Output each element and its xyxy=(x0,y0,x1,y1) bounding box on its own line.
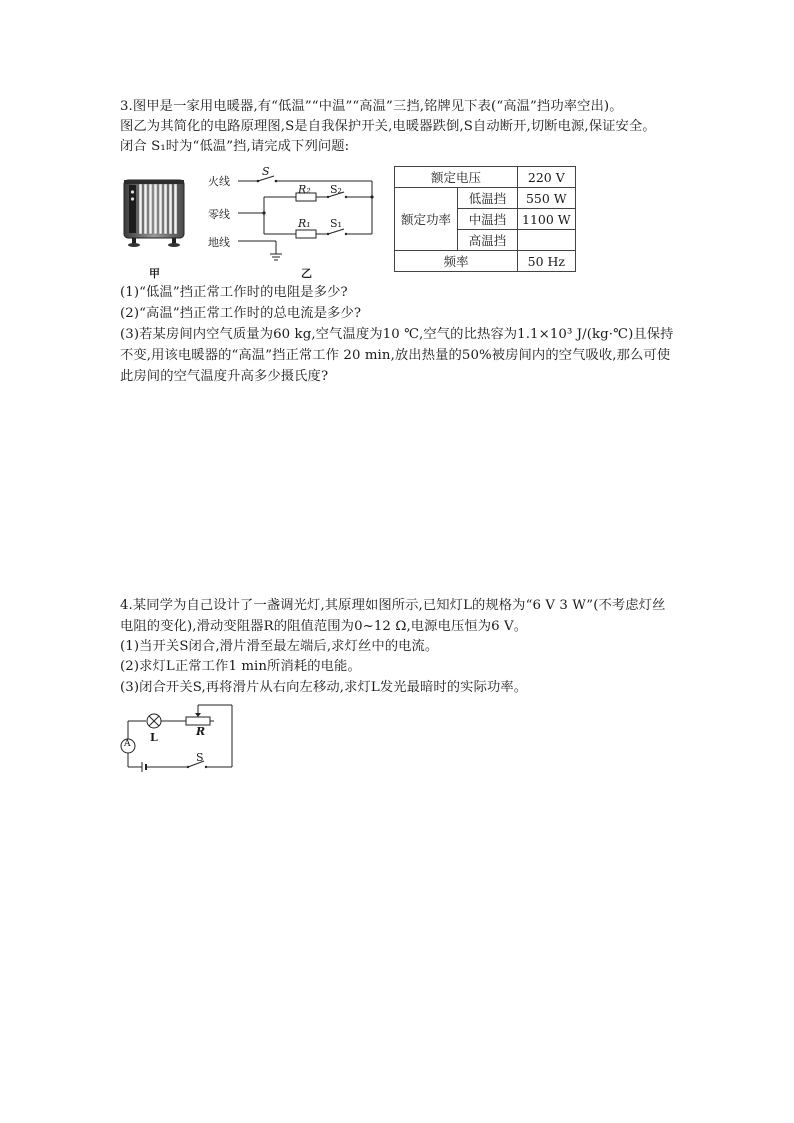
switch-label: S xyxy=(196,751,204,764)
q3-question-2: (2)“高温”挡正常工作时的总电流是多少? xyxy=(120,306,362,321)
rated-power-label: 额定功率 xyxy=(395,188,458,251)
switch-s1-label: S₁ xyxy=(330,217,342,230)
mid-gear-label: 中温挡 xyxy=(458,209,518,230)
q4-question-3: (3)闭合开关S,再将滑片从右向左移动,求灯L发光最暗时的实际功率。 xyxy=(120,680,528,695)
q4-question-2: (2)求灯L正常工作1 min所消耗的电能。 xyxy=(120,659,361,674)
q4-stem-line-2: 电阻的变化),滑动变阻器R的阻值范围为0~12 Ω,电源电压恒为6 V。 xyxy=(120,619,528,634)
rated-voltage-value: 220 V xyxy=(518,167,576,188)
q3-stem-line-1: 3.图甲是一家用电暖器,有“低温”“中温”“高温”三挡,铭牌见下表(“高温”挡功率空出)。 xyxy=(120,99,623,114)
lamp-label: L xyxy=(150,731,158,744)
low-gear-value: 550 W xyxy=(518,188,576,209)
figure-a-caption: 甲 xyxy=(149,267,160,280)
rheostat-label: R xyxy=(196,725,206,738)
resistor-r1-label: R₁ xyxy=(298,217,311,230)
q3-question-3-line-3: 此房间的空气温度升高多少摄氏度? xyxy=(120,369,329,384)
high-gear-label: 高温挡 xyxy=(458,230,518,251)
switch-s2-label: S₂ xyxy=(330,183,342,196)
q3-question-3-line-2: 不变,用该电暖器的“高温”挡正常工作 20 min,放出热量的50%被房间内的空气吸收,那么可使 xyxy=(120,348,671,363)
mid-gear-value: 1100 W xyxy=(518,209,576,230)
ammeter-label: A xyxy=(124,739,131,749)
fire-wire-label: 火线 xyxy=(208,175,230,188)
heater-illustration xyxy=(120,176,192,250)
high-gear-value xyxy=(518,230,576,251)
figure-b-caption: 乙 xyxy=(301,267,312,280)
q3-stem-line-2: 图乙为其简化的电路原理图,S是自我保护开关,电暖器跌倒,S自动断开,切断电源,保证安全。 xyxy=(120,119,656,134)
frequency-value: 50 Hz xyxy=(518,251,576,272)
switch-s-label: S xyxy=(262,165,270,178)
rated-voltage-label: 额定电压 xyxy=(395,167,518,188)
q4-stem-line-1: 4.某同学为自己设计了一盏调光灯,其原理如图所示,已知灯L的规格为“6 V 3 W”(不考虑灯丝 xyxy=(120,598,666,613)
resistor-r2-label: R₂ xyxy=(298,183,311,196)
low-gear-label: 低温挡 xyxy=(458,188,518,209)
ground-wire-label: 地线 xyxy=(208,236,230,249)
dimmer-circuit-diagram xyxy=(116,700,240,774)
q4-question-1: (1)当开关S闭合,滑片滑至最左端后,求灯丝中的电流。 xyxy=(120,639,439,654)
q3-stem-line-3: 闭合 S₁时为“低温”挡,请完成下列问题: xyxy=(120,139,350,154)
q3-question-3-line-1: (3)若某房间内空气质量为60 kg,空气温度为10 ℃,空气的比热容为1.1×10³ J/(kg·℃)且保持 xyxy=(120,327,674,342)
nameplate-table xyxy=(394,166,576,272)
q3-question-1: (1)“低温”挡正常工作时的电阻是多少? xyxy=(120,285,348,300)
neutral-wire-label: 零线 xyxy=(208,208,230,221)
frequency-label: 频率 xyxy=(395,251,518,272)
